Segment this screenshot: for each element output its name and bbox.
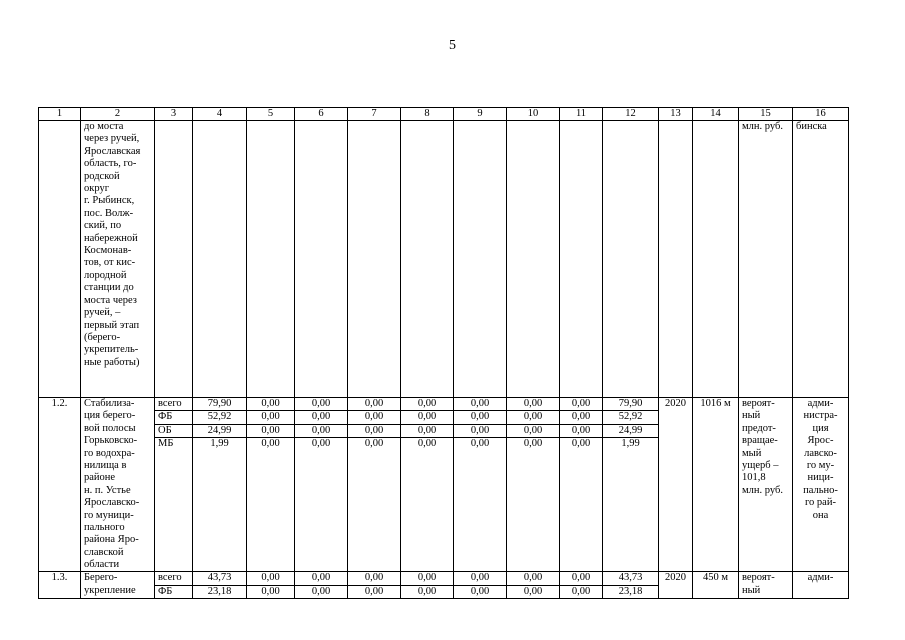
row-number-cell: 1.3. xyxy=(39,572,81,585)
funding-type-cell: ФБ xyxy=(155,411,193,424)
funding-type-cell: всего xyxy=(155,572,193,585)
table-cell xyxy=(193,121,247,398)
funding-type-cell: МБ xyxy=(155,438,193,572)
continuation-row xyxy=(39,121,849,398)
table-cell xyxy=(693,585,739,598)
column-header: 1 xyxy=(39,108,81,121)
executor-cell xyxy=(793,398,849,521)
column-header: 7 xyxy=(348,108,401,121)
cell-text: вероят- ный предот- вращае- мый ущерб – 101,8 млн. руб. xyxy=(742,398,783,496)
amount-cell: 0,00 xyxy=(247,424,295,437)
page-number: 5 xyxy=(449,38,456,53)
funding-row xyxy=(39,398,849,411)
amount-cell: 43,73 xyxy=(193,572,247,585)
amount-cell: 0,00 xyxy=(454,411,507,424)
amount-cell: 0,00 xyxy=(454,572,507,585)
column-header: 12 xyxy=(603,108,659,121)
column-header: 16 xyxy=(793,108,849,121)
amount-cell: 0,00 xyxy=(454,398,507,411)
amount-cell: 0,00 xyxy=(401,411,454,424)
row-number-cell: 1.2. xyxy=(39,398,81,411)
table-cell xyxy=(693,121,739,398)
header-row xyxy=(39,108,849,121)
table-cell xyxy=(39,438,81,572)
amount-cell: 0,00 xyxy=(348,424,401,437)
funding-row xyxy=(39,438,849,572)
amount-cell: 0,00 xyxy=(348,411,401,424)
column-header: 14 xyxy=(693,108,739,121)
amount-cell: 0,00 xyxy=(348,438,401,572)
amount-cell: 79,90 xyxy=(193,398,247,411)
amount-cell: 24,99 xyxy=(603,424,659,437)
program-table xyxy=(38,107,849,599)
cell-text: адми- нистра- ция Ярос- лавско- го му- ници- пально- го рай- она xyxy=(803,398,838,521)
table-cell xyxy=(693,411,739,424)
column-header: 4 xyxy=(193,108,247,121)
amount-cell: 0,00 xyxy=(401,424,454,437)
amount-cell: 1,99 xyxy=(193,438,247,572)
funding-row xyxy=(39,585,849,598)
table-cell xyxy=(659,438,693,572)
funding-row xyxy=(39,424,849,437)
amount-cell: 0,00 xyxy=(401,398,454,411)
amount-cell: 0,00 xyxy=(247,398,295,411)
amount-cell: 0,00 xyxy=(247,438,295,572)
amount-cell: 52,92 xyxy=(603,411,659,424)
effect-cell xyxy=(739,398,793,496)
table-cell xyxy=(295,121,348,398)
year-cell: 2020 xyxy=(659,398,693,411)
column-header: 15 xyxy=(739,108,793,121)
amount-cell: 0,00 xyxy=(295,438,348,572)
amount-cell: 0,00 xyxy=(348,572,401,585)
table-cell xyxy=(348,121,401,398)
table-cell xyxy=(155,121,193,398)
amount-cell: 0,00 xyxy=(507,411,560,424)
table-cell xyxy=(659,411,693,424)
amount-cell: 0,00 xyxy=(295,585,348,598)
amount-cell: 43,73 xyxy=(603,572,659,585)
year-cell: 2020 xyxy=(659,572,693,585)
amount-cell: 0,00 xyxy=(401,585,454,598)
amount-cell: 0,00 xyxy=(560,438,603,572)
table-cell xyxy=(793,585,849,598)
table-cell xyxy=(39,424,81,437)
amount-cell: 0,00 xyxy=(295,572,348,585)
column-header: 13 xyxy=(659,108,693,121)
object-name-cell xyxy=(81,572,155,596)
amount-cell: 0,00 xyxy=(560,572,603,585)
column-header: 8 xyxy=(401,108,454,121)
amount-cell: 0,00 xyxy=(348,398,401,411)
table-cell xyxy=(560,121,603,398)
amount-cell: 23,18 xyxy=(193,585,247,598)
column-header: 11 xyxy=(560,108,603,121)
amount-cell: 0,00 xyxy=(295,424,348,437)
amount-cell: 52,92 xyxy=(193,411,247,424)
amount-cell: 0,00 xyxy=(247,585,295,598)
table-cell xyxy=(39,585,81,598)
cell-text: Берего- укрепление xyxy=(84,572,136,596)
cell-text: вероят- ный xyxy=(742,572,775,596)
column-header: 5 xyxy=(247,108,295,121)
amount-cell: 23,18 xyxy=(603,585,659,598)
cell-text: Стабилиза- ция берего- вой полосы Горьковско- го водохра- нилища в районе н. п. Устье Ярославско- го муници- пального района Яро- славской области xyxy=(84,398,140,571)
table-cell xyxy=(39,411,81,424)
amount-cell: 0,00 xyxy=(507,398,560,411)
funding-type-cell: всего xyxy=(155,398,193,411)
object-name-cell xyxy=(81,398,155,571)
length-cell: 450 м xyxy=(693,572,739,585)
executor-cell: бинска xyxy=(793,121,849,398)
column-header: 2 xyxy=(81,108,155,121)
amount-cell: 0,00 xyxy=(401,572,454,585)
effect-cell: млн. руб. xyxy=(739,121,793,398)
amount-cell: 0,00 xyxy=(348,585,401,598)
column-header: 9 xyxy=(454,108,507,121)
table-cell xyxy=(507,121,560,398)
funding-type-cell: ФБ xyxy=(155,585,193,598)
funding-type-cell: ОБ xyxy=(155,424,193,437)
amount-cell: 0,00 xyxy=(560,424,603,437)
amount-cell: 0,00 xyxy=(247,411,295,424)
amount-cell: 0,00 xyxy=(401,438,454,572)
amount-cell: 0,00 xyxy=(454,424,507,437)
amount-cell: 0,00 xyxy=(295,411,348,424)
amount-cell: 79,90 xyxy=(603,398,659,411)
funding-row xyxy=(39,411,849,424)
amount-cell: 1,99 xyxy=(603,438,659,572)
amount-cell: 24,99 xyxy=(193,424,247,437)
amount-cell: 0,00 xyxy=(507,572,560,585)
amount-cell: 0,00 xyxy=(560,585,603,598)
cell-text: до моста через ручей, Ярославская область, го- родской округ г. Рыбинск, пос. Волж- ский, по набережной Космонав- тов, от кис- лородной станции до моста через ручей, – первый этап (берего- укрепитель- ные работы) xyxy=(84,121,141,368)
amount-cell: 0,00 xyxy=(247,572,295,585)
table-cell xyxy=(454,121,507,398)
table-cell xyxy=(603,121,659,398)
table-cell xyxy=(401,121,454,398)
column-header: 6 xyxy=(295,108,348,121)
amount-cell: 0,00 xyxy=(295,398,348,411)
executor-cell: адми- xyxy=(793,572,849,585)
effect-cell xyxy=(739,572,793,596)
funding-row xyxy=(39,572,849,585)
amount-cell: 0,00 xyxy=(560,411,603,424)
amount-cell: 0,00 xyxy=(507,585,560,598)
object-name-cell xyxy=(81,121,155,398)
length-cell: 1016 м xyxy=(693,398,739,411)
column-header: 10 xyxy=(507,108,560,121)
table-cell xyxy=(659,585,693,598)
table-cell xyxy=(659,121,693,398)
table-cell xyxy=(693,424,739,437)
table-cell xyxy=(693,438,739,572)
amount-cell: 0,00 xyxy=(560,398,603,411)
amount-cell: 0,00 xyxy=(454,585,507,598)
table-cell xyxy=(39,121,81,398)
table-cell xyxy=(247,121,295,398)
amount-cell: 0,00 xyxy=(454,438,507,572)
amount-cell: 0,00 xyxy=(507,424,560,437)
amount-cell: 0,00 xyxy=(507,438,560,572)
column-header: 3 xyxy=(155,108,193,121)
table-cell xyxy=(659,424,693,437)
